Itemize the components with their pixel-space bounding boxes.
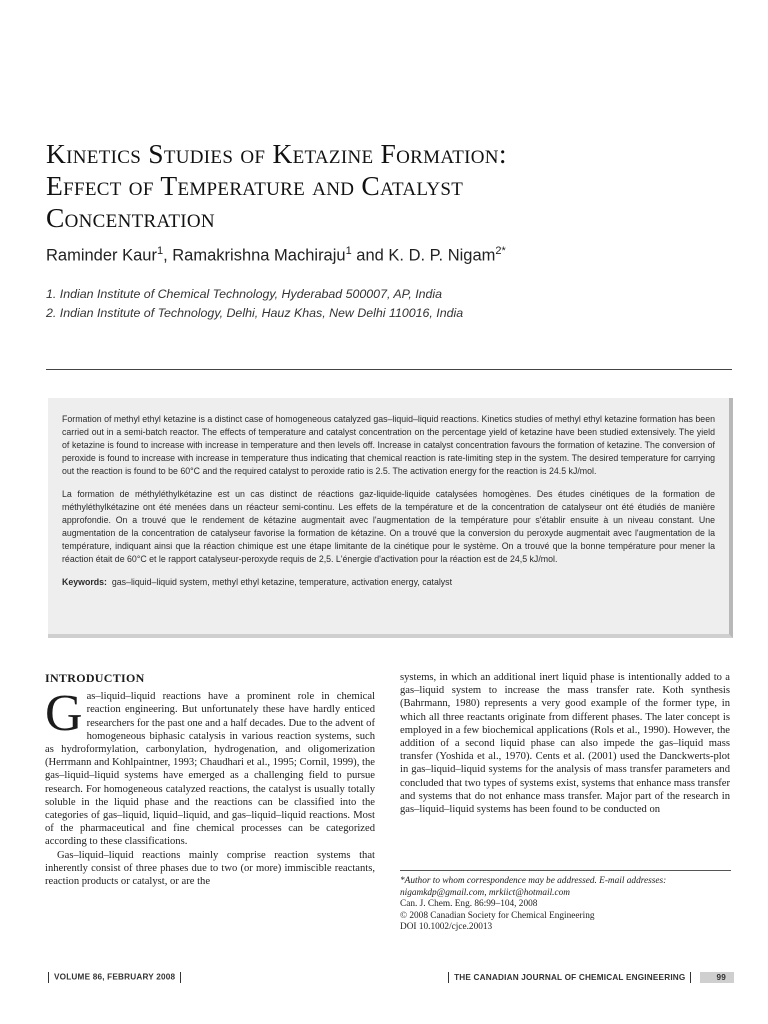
footnote-divider [400,870,731,871]
body-column-left [45,672,375,888]
footer-bar [180,972,181,983]
footer-bar [48,972,49,983]
author-name: Raminder Kaur [46,246,157,265]
section-heading-introduction: INTRODUCTION [45,671,145,685]
correspondence-note: *Author to whom correspondence may be addressed. E-mail addresses: nigamkdp@gmail.com, mrkiict@hotmail.com [400,876,667,898]
abstract-english: Formation of methyl ethyl ketazine is a distinct case of homogeneous catalyzed gas–liquid–liquid reactions. Kinetics studies of methyl ethyl ketazine formation has been carried out in a semi-batch reactor. The effects of temperature and catalyst concentration on the percentage yield of ketazine have been studied extensively. The yield of ketazine is found to increase with increase in temperature and then levels off. Increase in catalyst concentration favours the formation of ketazine. The conversion of peroxide is found to increase with increase in temperature thus indicating that chemical reaction is rate-limiting step in the system. The desired temperature for carrying out the reaction is found to be 60°C and the required catalyst to peroxide ratio is 2.5. The activation energy for the reaction is 24.5 kJ/mol. [62,414,715,476]
keywords [62,576,715,589]
abstract-french: La formation de méthyléthylkétazine est un cas distinct de réactions gaz-liquide-liquide catalysées homogènes. Des études cinétiques de la formation de méthyléthylkétazine ont été menées dans un réacteur semi-continu. Les effets de la température et de la concentration de catalyseur ont été étudiés de manière approfondie. On a trouvé que le rendement de kétazine augmentait avec l'augmentation de la température pour s'établir ensuite à un niveau constant. Une augmentation de la concentration de catalyseur favorise la formation de kétazine. On a trouvé que la conversion du peroxyde augmentait avec l'augmentation de la température, indiquant ainsi que la réaction chimique est une étape limitante de la cinétique pour le système. On a trouvé que la bonne température pour mener la réaction était de 60°C et le rapport catalyseur-peroxyde requis de 2,5. L'énergie d'activation pour la réaction est de 24,5 kJ/mol. [62,489,715,564]
intro-paragraph-1-text: as–liquid–liquid reactions have a prominent role in chemical reaction engineering. But unfortunately these have hardly enticed researchers for the past one and a half decades. Due to the advent of homogeneous biphasic catalysis in various reaction systems, such as hydroformylation, carbonylation, hydrogenation, and oligomerization (Herrmann and Kohlpaintner, 1993; Chaudhari et al., 1995; Cornil, 1999), the gas–liquid–liquid systems have emerged as a challenging field to pursue research. For homogeneous catalyzed reactions, the catalyst is usually totally soluble in the liquid phase and the reactions can be classified into the categories of gas–liquid, liquid–liquid, and gas–liquid–liquid reactions. Most of the pharmaceutical and fine chemical processes can be categorized according to these classifications. [45,691,375,848]
title-line-3: Concentration [46,202,215,233]
header-divider [46,369,732,370]
volume-text: VOLUME 86, FEBRUARY 2008 [54,972,176,982]
author-separator: and [351,246,389,265]
footer-bar [690,972,691,983]
title-line-2: Effect of Temperature and Catalyst [46,170,464,201]
drop-cap: G [45,685,83,743]
affiliation-marker: 1 [345,245,352,257]
affiliation-marker: 2* [495,245,506,257]
intro-paragraph-1 [45,685,375,848]
keywords-label: Keywords: [62,577,107,587]
footer-volume [43,972,186,983]
intro-paragraph-2: Gas–liquid–liquid reactions mainly comprise reaction systems that inherently consist of three phases due to two (or more) immiscible reactants, reaction products or catalyst, or are the [45,849,375,888]
citation: Can. J. Chem. Eng. 86:99–104, 2008 [400,899,538,909]
page-number: 99 [700,972,734,983]
affiliation-2: 2. Indian Institute of Technology, Delhi, Hauz Khas, New Delhi 110016, India [46,306,464,320]
footer-bar [448,972,449,983]
author-list [46,245,746,266]
copyright: © 2008 Canadian Society for Chemical Engineering [400,910,595,921]
affiliation-1: 1. Indian Institute of Chemical Technology, Hyderabad 500007, AP, India [46,287,443,301]
intro-paragraph-continued: systems, in which an additional inert liquid phase is intentionally added to a gas–liquid system to increase the mass transfer rate. Koth synthesis (Bahrmann, 1980) represents a very good example of the former type, in which all three reactants originate from different phases. The later concept is employed in a few biochemical applications (Rols et al., 1990). However, the addition of a second liquid phase can also impede the gas–liquid mass transfer (Yoshida et al., 1970). Cents et al. (2001) used the Danckwerts-plot in gas–liquid–liquid systems for the analysis of mass transfer parameters and concluded that two types of systems exist, systems that enhance mass transfer and systems that do not enhance mass transfer. Major part of the research in gas–liquid–liquid systems has been found to be conducted on [400,672,730,816]
footnote [400,876,731,934]
journal-name: THE CANADIAN JOURNAL OF CHEMICAL ENGINEERING [454,973,686,982]
author-name: Ramakrishna Machiraju [172,246,346,265]
author-separator: , [163,246,173,265]
author-name: K. D. P. Nigam [388,246,496,265]
keywords-list: gas–liquid–liquid system, methyl ethyl ketazine, temperature, activation energy, catalyst [111,577,453,587]
article-title [46,138,746,234]
footer-journal [443,972,734,983]
title-line-1: Kinetics Studies of Ketazine Formation: [46,138,507,169]
affiliation-marker: 1 [156,245,164,257]
body-column-right [400,671,730,816]
doi: DOI 10.1002/cjce.20013 [400,922,493,932]
abstract-box [48,398,733,638]
